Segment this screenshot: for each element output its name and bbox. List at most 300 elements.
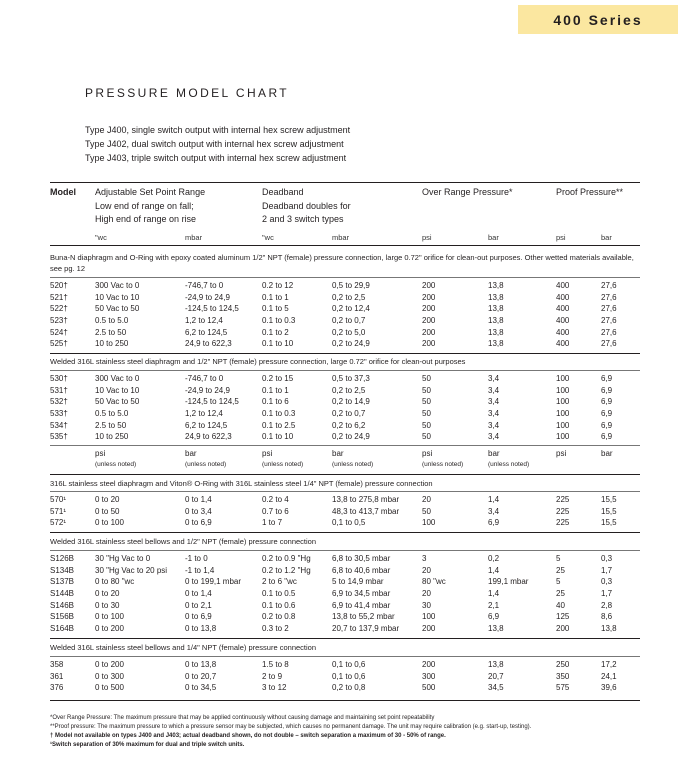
deadband-mbar-cell: 5 to 14,9 mbar [332, 577, 384, 587]
model-cell: 530† [50, 374, 68, 383]
footnote: ¹Switch separation of 30% maximum for dual and triple switch units. [50, 742, 245, 748]
header-unit: psi [556, 233, 566, 242]
table-row [50, 671, 640, 683]
set-range-mbar-cell: 0 to 20,7 [185, 671, 217, 681]
set-range-wc-cell: 50 Vac to 50 [95, 397, 140, 407]
over-range-bar-cell: 1,4 [488, 565, 500, 575]
section-note: Welded 316L stainless steel bellows and 1/4" NPT (female) pressure connection [50, 643, 317, 652]
table-row [50, 600, 640, 612]
section-rule [50, 277, 640, 278]
table-row [50, 292, 640, 304]
proof-bar-cell: 6,9 [601, 432, 613, 442]
over-range-bar-cell: 34,5 [488, 683, 504, 693]
header-unit: bar [488, 233, 499, 242]
deadband-wc-cell: 0.2 to 15 [262, 374, 294, 383]
over-range-psi-cell: 200 [422, 327, 436, 337]
proof-bar-cell: 1,7 [601, 565, 613, 575]
header-unit: mbar [185, 233, 203, 242]
section-rule [50, 532, 640, 533]
unit-sub-cell: (unless noted) [332, 461, 374, 468]
deadband-mbar-cell: 0,2 to 6,2 [332, 420, 366, 430]
section-rule [50, 445, 640, 446]
unit-sub-cell: (unless noted) [185, 461, 227, 468]
model-cell: 570¹ [50, 495, 67, 504]
table-row [50, 588, 640, 600]
proof-bar-cell: 27,6 [601, 327, 617, 337]
model-cell: S126B [50, 554, 75, 563]
proof-psi-cell: 200 [556, 624, 570, 634]
header-deadband-title: Deadband [262, 187, 304, 197]
header-proof: Proof Pressure** [556, 187, 624, 197]
deadband-mbar-cell: 13,8 to 55,2 mbar [332, 612, 395, 622]
set-range-wc-cell: 0 to 200 [95, 660, 124, 669]
over-range-psi-cell: 300 [422, 671, 436, 681]
set-range-mbar-cell: -1 to 0 [185, 554, 208, 563]
over-range-bar-cell: 3,4 [488, 385, 500, 395]
set-range-wc-cell: 2.5 to 50 [95, 327, 127, 337]
proof-psi-cell: 400 [556, 339, 570, 349]
unit-cell: bar [332, 449, 344, 458]
model-cell: 534† [50, 420, 68, 430]
proof-psi-cell: 400 [556, 316, 570, 326]
over-range-psi-cell: 50 [422, 374, 431, 383]
intro-line: Type J402, dual switch output with internal hex screw adjustment [85, 139, 344, 149]
proof-bar-cell: 15,5 [601, 506, 617, 516]
header-range-title: Adjustable Set Point Range [95, 187, 206, 197]
over-range-psi-cell: 200 [422, 624, 436, 634]
set-range-wc-cell: 0 to 100 [95, 612, 124, 622]
set-range-wc-cell: 0 to 20 [95, 589, 120, 599]
set-range-mbar-cell: 0 to 199,1 mbar [185, 577, 242, 587]
set-range-mbar-cell: 24,9 to 622,3 [185, 339, 232, 349]
proof-psi-cell: 225 [556, 495, 570, 504]
deadband-mbar-cell: 6,9 to 34,5 mbar [332, 589, 391, 599]
deadband-wc-cell: 0.1 to 1 [262, 292, 289, 302]
over-range-bar-cell: 1,4 [488, 495, 500, 504]
unit-cell: bar [185, 449, 197, 458]
model-cell: S146B [50, 600, 75, 610]
deadband-mbar-cell: 48,3 to 413,7 mbar [332, 506, 400, 516]
deadband-wc-cell: 0.1 to 2 [262, 327, 289, 337]
deadband-mbar-cell: 6,9 to 41,4 mbar [332, 600, 391, 610]
over-range-psi-cell: 200 [422, 339, 436, 349]
set-range-mbar-cell: -746,7 to 0 [185, 374, 224, 383]
table-row [50, 327, 640, 339]
deadband-wc-cell: 0.1 to 0.3 [262, 316, 296, 326]
over-range-psi-cell: 20 [422, 565, 431, 575]
unit-sub-cell: (unless noted) [95, 461, 137, 468]
set-range-mbar-cell: 6,2 to 124,5 [185, 420, 228, 430]
over-range-bar-cell: 199,1 mbar [488, 577, 529, 587]
header-range-sub: Low end of range on fall; [95, 201, 194, 211]
deadband-mbar-cell: 0,1 to 0,6 [332, 660, 366, 669]
set-range-wc-cell: 0.5 to 5.0 [95, 316, 129, 326]
over-range-psi-cell: 30 [422, 600, 431, 610]
unit-cell: bar [601, 449, 613, 458]
deadband-mbar-cell: 0,2 to 5,0 [332, 327, 366, 337]
set-range-mbar-cell: 0 to 2,1 [185, 600, 212, 610]
over-range-psi-cell: 50 [422, 432, 431, 442]
over-range-bar-cell: 3,4 [488, 374, 500, 383]
header-unit: bar [601, 233, 612, 242]
deadband-wc-cell: 0.1 to 6 [262, 397, 289, 407]
table-row [50, 494, 640, 506]
deadband-mbar-cell: 0,2 to 14,9 [332, 397, 370, 407]
unit-cell: psi [556, 449, 567, 458]
set-range-wc-cell: 0 to 80 "wc [95, 577, 135, 587]
over-range-bar-cell: 13,8 [488, 292, 504, 302]
set-range-wc-cell: 0 to 30 [95, 600, 120, 610]
set-range-mbar-cell: -24,9 to 24,9 [185, 292, 230, 302]
over-range-psi-cell: 200 [422, 292, 436, 302]
proof-psi-cell: 25 [556, 565, 565, 575]
table-row [50, 315, 640, 327]
set-range-wc-cell: 10 Vac to 10 [95, 385, 140, 395]
deadband-wc-cell: 2 to 9 [262, 671, 283, 681]
set-range-mbar-cell: 0 to 1,4 [185, 589, 212, 599]
model-cell: 361 [50, 671, 64, 681]
units-row [50, 448, 640, 459]
section-rule [50, 491, 640, 492]
over-range-bar-cell: 3,4 [488, 420, 500, 430]
set-range-mbar-cell: 1,2 to 12,4 [185, 409, 223, 419]
over-range-psi-cell: 20 [422, 495, 431, 504]
proof-psi-cell: 5 [556, 554, 561, 563]
over-range-psi-cell: 200 [422, 304, 436, 314]
set-range-mbar-cell: 0 to 13,8 [185, 660, 217, 669]
footnotes [50, 714, 650, 750]
header-range-sub: High end of range on rise [95, 214, 197, 224]
set-range-wc-cell: 0.5 to 5.0 [95, 409, 129, 419]
deadband-mbar-cell: 0,2 to 24,9 [332, 339, 370, 349]
set-range-wc-cell: 2.5 to 50 [95, 420, 127, 430]
proof-psi-cell: 225 [556, 506, 570, 516]
table-row [50, 506, 640, 518]
page-title: PRESSURE MODEL CHART [85, 86, 290, 100]
table-row [50, 396, 640, 408]
table-row [50, 338, 640, 350]
set-range-mbar-cell: -1 to 1,4 [185, 565, 215, 575]
over-range-bar-cell: 20,7 [488, 671, 504, 681]
unit-cell: bar [488, 449, 500, 458]
deadband-wc-cell: 0.7 to 6 [262, 506, 289, 516]
table-header [50, 186, 640, 246]
set-range-mbar-cell: 0 to 13,8 [185, 624, 217, 634]
set-range-mbar-cell: 0 to 6,9 [185, 518, 212, 528]
model-cell: 522† [50, 304, 68, 314]
deadband-wc-cell: 1 to 7 [262, 518, 283, 528]
deadband-wc-cell: 0.1 to 10 [262, 339, 294, 349]
header-unit: psi [422, 233, 432, 242]
proof-bar-cell: 8,6 [601, 612, 613, 622]
over-range-psi-cell: 100 [422, 612, 436, 622]
unit-sub-cell: (unless noted) [488, 461, 530, 468]
over-range-psi-cell: 80 "wc [422, 577, 446, 587]
proof-bar-cell: 27,6 [601, 281, 617, 290]
model-cell: 571¹ [50, 506, 67, 516]
model-cell: 572¹ [50, 518, 67, 528]
set-range-mbar-cell: 6,2 to 124,5 [185, 327, 228, 337]
section-rule [50, 656, 640, 657]
units-table [50, 448, 640, 470]
deadband-wc-cell: 0.1 to 1 [262, 385, 289, 395]
model-cell: 523† [50, 316, 68, 326]
over-range-psi-cell: 50 [422, 409, 431, 419]
proof-bar-cell: 6,9 [601, 385, 613, 395]
deadband-mbar-cell: 6,8 to 30,5 mbar [332, 554, 391, 563]
proof-bar-cell: 27,6 [601, 304, 617, 314]
proof-bar-cell: 39,6 [601, 683, 617, 693]
header-over-range: Over Range Pressure* [422, 187, 513, 197]
proof-psi-cell: 125 [556, 612, 570, 622]
proof-bar-cell: 1,7 [601, 589, 613, 599]
model-cell: S144B [50, 589, 75, 599]
over-range-bar-cell: 13,8 [488, 327, 504, 337]
section-rule [50, 474, 640, 475]
set-range-wc-cell: 0 to 20 [95, 495, 120, 504]
data-table [50, 280, 640, 350]
section-rule [50, 550, 640, 551]
deadband-mbar-cell: 0,2 to 2,5 [332, 292, 366, 302]
proof-psi-cell: 5 [556, 577, 561, 587]
over-range-bar-cell: 0,2 [488, 554, 500, 563]
deadband-wc-cell: 0.3 to 2 [262, 624, 289, 634]
model-cell: 525† [50, 339, 68, 349]
model-cell: 521† [50, 292, 68, 302]
data-table [50, 373, 640, 443]
set-range-wc-cell: 0 to 100 [95, 518, 124, 528]
table-row [50, 431, 640, 443]
proof-bar-cell: 0,3 [601, 554, 613, 563]
set-range-mbar-cell: -24,9 to 24,9 [185, 385, 230, 395]
model-cell: 520† [50, 281, 68, 290]
set-range-mbar-cell: 0 to 3,4 [185, 506, 212, 516]
series-tag [518, 5, 678, 34]
over-range-bar-cell: 3,4 [488, 432, 500, 442]
set-range-mbar-cell: 0 to 34,5 [185, 683, 217, 693]
table-row [50, 576, 640, 588]
over-range-psi-cell: 50 [422, 385, 431, 395]
proof-psi-cell: 100 [556, 409, 570, 419]
section-note: 316L stainless steel diaphragm and Viton® O-Ring with 316L stainless steel 1/4" NPT (female) pressure connection [50, 479, 433, 488]
footnote: **Proof pressure: The maximum pressure to which a pressure sensor may be subjected, which causes no permanent damage. The unit may require calibration (e.g. start-up, testing). [50, 724, 532, 730]
table-row [50, 611, 640, 623]
table-row [50, 659, 640, 671]
over-range-bar-cell: 6,9 [488, 518, 500, 528]
proof-bar-cell: 6,9 [601, 409, 613, 419]
over-range-bar-cell: 13,8 [488, 660, 504, 669]
over-range-bar-cell: 13,8 [488, 316, 504, 326]
proof-bar-cell: 6,9 [601, 420, 613, 430]
table-row [50, 280, 640, 292]
proof-psi-cell: 400 [556, 292, 570, 302]
proof-bar-cell: 27,6 [601, 316, 617, 326]
model-cell: 533† [50, 409, 68, 419]
proof-psi-cell: 350 [556, 671, 570, 681]
over-range-psi-cell: 50 [422, 420, 431, 430]
proof-bar-cell: 24,1 [601, 671, 617, 681]
table-row [50, 408, 640, 420]
deadband-mbar-cell: 0,5 to 37,3 [332, 374, 370, 383]
table-row [50, 303, 640, 315]
data-table [50, 659, 640, 694]
deadband-wc-cell: 0.2 to 4 [262, 495, 289, 504]
over-range-bar-cell: 3,4 [488, 409, 500, 419]
over-range-psi-cell: 200 [422, 281, 436, 290]
table-top-rule [50, 182, 640, 183]
proof-psi-cell: 40 [556, 600, 565, 610]
header-deadband-sub: 2 and 3 switch types [262, 214, 344, 224]
deadband-mbar-cell: 0,5 to 29,9 [332, 281, 370, 290]
data-table [50, 553, 640, 635]
over-range-psi-cell: 20 [422, 589, 431, 599]
model-cell: 532† [50, 397, 68, 407]
deadband-mbar-cell: 20,7 to 137,9 mbar [332, 624, 400, 634]
model-cell: S156B [50, 612, 75, 622]
series-tag-label: 400 Series [553, 11, 643, 28]
intro-line: Type J400, single switch output with internal hex screw adjustment [85, 125, 351, 135]
deadband-mbar-cell: 13,8 to 275,8 mbar [332, 495, 400, 504]
proof-psi-cell: 100 [556, 374, 570, 383]
over-range-bar-cell: 13,8 [488, 281, 504, 290]
over-range-bar-cell: 13,8 [488, 339, 504, 349]
model-cell: S137B [50, 577, 75, 587]
proof-psi-cell: 100 [556, 385, 570, 395]
section-note: Buna-N diaphragm and O-Ring with epoxy coated aluminum 1/2" NPT (female) pressure connection, large 0.72" orifice for clean-out purposes. Other wetted materials available, see pg. 12 [50, 253, 634, 273]
table-bottom-rule [50, 700, 640, 701]
deadband-mbar-cell: 0,1 to 0,6 [332, 671, 366, 681]
set-range-wc-cell: 30 "Hg Vac to 20 psi [95, 565, 168, 575]
deadband-wc-cell: 0.2 to 0.9 "Hg [262, 554, 311, 563]
proof-psi-cell: 225 [556, 518, 570, 528]
model-cell: 524† [50, 327, 68, 337]
deadband-mbar-cell: 6,8 to 40,6 mbar [332, 565, 391, 575]
proof-psi-cell: 100 [556, 397, 570, 407]
proof-psi-cell: 400 [556, 304, 570, 314]
set-range-wc-cell: 10 to 250 [95, 432, 129, 442]
deadband-wc-cell: 0.1 to 0.3 [262, 409, 296, 419]
proof-psi-cell: 100 [556, 420, 570, 430]
footnote: † Model not available on types J400 and J403; actual deadband shown, do not double – switch separation a maximum of 30 - 50% of range. [50, 733, 446, 739]
over-range-psi-cell: 100 [422, 518, 436, 528]
data-table [50, 494, 640, 529]
deadband-wc-cell: 0.1 to 0.6 [262, 600, 296, 610]
deadband-mbar-cell: 0,2 to 0,7 [332, 316, 366, 326]
table-row [50, 682, 640, 694]
over-range-bar-cell: 13,8 [488, 624, 504, 634]
proof-psi-cell: 100 [556, 432, 570, 442]
section-note: Welded 316L stainless steel diaphragm and 1/2" NPT (female) pressure connection, large 0.72" orifice for clean-out purposes [50, 357, 466, 366]
header-unit: mbar [332, 233, 350, 242]
table-row [50, 553, 640, 565]
unit-cell: psi [422, 449, 433, 458]
over-range-psi-cell: 200 [422, 660, 436, 669]
proof-bar-cell: 15,5 [601, 495, 617, 504]
over-range-psi-cell: 50 [422, 506, 431, 516]
proof-psi-cell: 25 [556, 589, 565, 599]
proof-psi-cell: 250 [556, 660, 570, 669]
set-range-wc-cell: 0 to 300 [95, 671, 124, 681]
set-range-wc-cell: 0 to 500 [95, 683, 124, 693]
proof-bar-cell: 0,3 [601, 577, 613, 587]
section-rule [50, 370, 640, 371]
model-cell: S134B [50, 565, 75, 575]
proof-bar-cell: 27,6 [601, 339, 617, 349]
table-row [50, 623, 640, 635]
deadband-mbar-cell: 0,2 to 24,9 [332, 432, 370, 442]
deadband-wc-cell: 0.2 to 0.8 [262, 612, 296, 622]
table-row [50, 385, 640, 397]
footnote: *Over Range Pressure: The maximum pressure that may be applied continuously without causing damage and maintaining set point repeatability [50, 715, 435, 721]
deadband-mbar-cell: 0,2 to 0,8 [332, 683, 366, 693]
over-range-bar-cell: 2,1 [488, 600, 500, 610]
set-range-wc-cell: 10 Vac to 10 [95, 292, 140, 302]
proof-psi-cell: 400 [556, 327, 570, 337]
over-range-psi-cell: 3 [422, 554, 427, 563]
proof-bar-cell: 6,9 [601, 374, 613, 383]
table-row [50, 373, 640, 385]
over-range-bar-cell: 3,4 [488, 506, 500, 516]
intro-text [85, 123, 350, 165]
intro-line: Type J403, triple switch output with internal hex screw adjustment [85, 153, 347, 163]
set-range-wc-cell: 0 to 50 [95, 506, 120, 516]
proof-psi-cell: 400 [556, 281, 570, 290]
proof-psi-cell: 575 [556, 683, 570, 693]
unit-cell: psi [262, 449, 273, 458]
set-range-mbar-cell: 24,9 to 622,3 [185, 432, 232, 442]
section-rule [50, 638, 640, 639]
deadband-wc-cell: 3 to 12 [262, 683, 287, 693]
header-unit: "wc [95, 233, 107, 242]
over-range-bar-cell: 3,4 [488, 397, 500, 407]
deadband-wc-cell: 0.1 to 5 [262, 304, 289, 314]
deadband-mbar-cell: 0,1 to 0,5 [332, 518, 366, 528]
set-range-wc-cell: 300 Vac to 0 [95, 374, 140, 383]
unit-cell: psi [95, 449, 106, 458]
unit-sub-cell: (unless noted) [262, 461, 304, 468]
deadband-wc-cell: 0.1 to 2.5 [262, 420, 296, 430]
deadband-wc-cell: 0.1 to 10 [262, 432, 294, 442]
set-range-mbar-cell: -746,7 to 0 [185, 281, 224, 290]
proof-bar-cell: 6,9 [601, 397, 613, 407]
set-range-mbar-cell: 1,2 to 12,4 [185, 316, 223, 326]
model-cell: 376 [50, 683, 64, 693]
deadband-wc-cell: 0.2 to 12 [262, 281, 294, 290]
set-range-wc-cell: 10 to 250 [95, 339, 129, 349]
set-range-wc-cell: 300 Vac to 0 [95, 281, 140, 290]
table-row [50, 517, 640, 529]
over-range-bar-cell: 1,4 [488, 589, 500, 599]
model-cell: 358 [50, 660, 64, 669]
deadband-mbar-cell: 0,2 to 0,7 [332, 409, 366, 419]
set-range-wc-cell: 50 Vac to 50 [95, 304, 140, 314]
proof-bar-cell: 27,6 [601, 292, 617, 302]
deadband-mbar-cell: 0,2 to 12,4 [332, 304, 370, 314]
unit-sub-cell: (unless noted) [422, 461, 464, 468]
units-row [50, 459, 640, 470]
header-model: Model [50, 187, 76, 197]
header-unit: "wc [262, 233, 274, 242]
table-row [50, 565, 640, 577]
set-range-mbar-cell: -124,5 to 124,5 [185, 304, 239, 314]
over-range-bar-cell: 6,9 [488, 612, 500, 622]
section-note: Welded 316L stainless steel bellows and 1/2" NPT (female) pressure connection [50, 537, 317, 546]
set-range-mbar-cell: -124,5 to 124,5 [185, 397, 239, 407]
deadband-wc-cell: 0.1 to 0.5 [262, 589, 296, 599]
section-rule [50, 353, 640, 354]
model-cell: 535† [50, 432, 68, 442]
over-range-psi-cell: 500 [422, 683, 436, 693]
